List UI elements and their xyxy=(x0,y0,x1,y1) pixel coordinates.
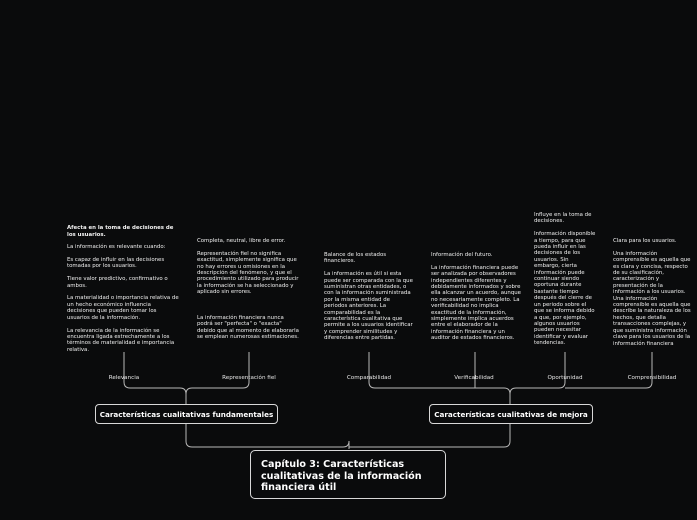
verificabilidad-note: Información del futuro. La información financiera puede ser analizada por observadores independientes diferentes y debidamente informados y sobre ella alcanzar un acuerdo, aunque no necesariamente completo. La verificabilidad no implica exactitud de la información, simplemente implica acuerdos entre el elaborador de la información financiera y un auditor de estados financieros. xyxy=(431,252,521,342)
central-topic-title: Capítulo 3: Características cualitativas de la información financiera útil xyxy=(261,459,422,493)
leaf-representacion-fiel[interactable]: Representación fiel xyxy=(222,375,276,381)
branch-mejora-label: Características cualitativas de mejora xyxy=(434,409,588,419)
oportunidad-note: Influye en la toma de decisiones. Información disponible a tiempo, para que pueda influir en las decisiones de los usuarios. Sin embargo, cierta información puede continuar siendo oportuna durante bastante tiempo después del cierre de un periodo sobre el que se informa debido a que, por ejemplo, algunos usuarios pueden necesitar identificar y evaluar tendencias. xyxy=(534,212,596,347)
branch-fundamentales[interactable] xyxy=(95,404,278,424)
central-topic[interactable] xyxy=(250,450,446,499)
relevancia-note-body: La información es relevante cuando: Es capaz de influir en las decisiones tomadas por los usuarios. Tiene valor predictivo, confirmativo o ambos. La materialidad o importancia relativa de un hecho económico influencia decisiones que pueden tomar los usuarios de la información. La relevancia de la información se encuentra ligada estrechamente a los términos de materialidad e importancia relativa. xyxy=(67,244,179,353)
leaf-oportunidad[interactable]: Oportunidad xyxy=(547,375,583,381)
comprensibilidad-note: Clara para los usuarios. Una información comprensible es aquella que es clara y concisa, respecto de su clasificación, caracterización y presentación de la información a los usuarios. Una información comprensible es aquella que describe la naturaleza de los hechos, que detalla transacciones complejas, y que suministra información clave para los usuarios de la información financiera xyxy=(613,238,691,347)
representacion-note: Completa, neutral, libre de error. Representación fiel no significa exactitud, simplemente significa que no hay errores u omisiones en la descripción del fenómeno, y que el procedimiento utilizado para producir la información se ha seleccionado y aplicado sin errores. La información financiera nunca podrá ser "perfecta" o "exacta" debido que al momento de elaborarla se emplean numerosas estimaciones. xyxy=(197,238,299,341)
leaf-comprensibilidad[interactable]: Comprensibilidad xyxy=(627,375,677,381)
relevancia-note xyxy=(67,219,179,360)
comparabilidad-note: Balance de los estados financieros. La información es útil si esta puede ser comparada con la que suministran otras entidades, o con la información suministrada por la misma entidad de periodos anteriores. La comparabilidad es la característica cualitativa que permite a los usuarios identificar y comprender similitudes y diferencias entre partidas. xyxy=(324,252,413,342)
leaf-verificabilidad[interactable]: Verificabilidad xyxy=(454,375,494,381)
relevancia-note-lead: Afecta en la toma de decisiones de los usuarios. xyxy=(67,225,174,238)
branch-fundamentales-label: Características cualitativas fundamentales xyxy=(99,409,274,419)
leaf-comparabilidad[interactable]: Comparabilidad xyxy=(346,375,392,381)
branch-mejora[interactable] xyxy=(429,404,593,424)
leaf-relevancia[interactable]: Relevancia xyxy=(108,375,140,381)
